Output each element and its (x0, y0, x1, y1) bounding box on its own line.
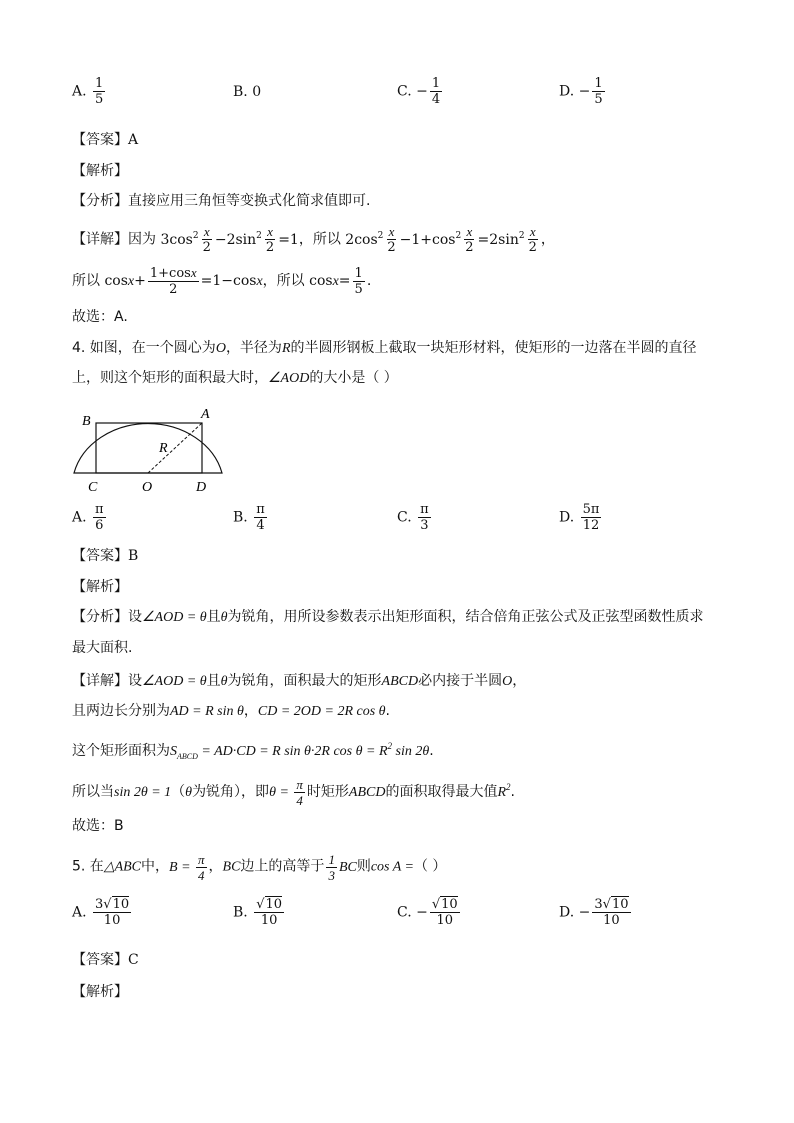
denominator: 6 (95, 518, 104, 533)
q4-detail-line-4 (72, 777, 515, 808)
answer-tag: 【答案】 (72, 132, 128, 148)
math-theta: θ (220, 674, 228, 689)
q3-conclusion: 故选：A. (72, 309, 128, 325)
option-label: A. (72, 509, 87, 526)
text: 5. 在 (72, 858, 104, 875)
option-label: B. (233, 84, 248, 100)
q3-option-d (559, 76, 607, 107)
fraction (254, 502, 267, 533)
math-b-angle: B = $\frac{\pi}{4}$ (169, 852, 205, 883)
q3-option-c (397, 76, 444, 107)
q3-answer-line (72, 130, 138, 150)
q5-jiexi-heading: 【解析】 (72, 984, 128, 1000)
label-a: A (201, 407, 210, 422)
q4-option-a (72, 502, 108, 533)
text: 设 (128, 609, 142, 625)
text: 的半圆形钢板上截取一块矩形材料，使矩形的一边落在半圆的直径 (290, 340, 697, 356)
text: 为锐角），即 (192, 784, 270, 800)
q4-detail-line-2 (72, 701, 390, 722)
numerator: π (420, 502, 429, 517)
text: . (366, 273, 372, 289)
text: 设 (128, 673, 142, 689)
coefficient: 3 (594, 897, 603, 912)
math-theta-value: θ = $\frac{\pi}{4}$ (269, 777, 303, 809)
label-b: B (82, 414, 91, 429)
answer-value: B (128, 548, 139, 564)
text: 的大小是（ ） (309, 370, 398, 386)
option-label: C. (397, 83, 412, 100)
text: 边上的高等于 (240, 858, 325, 875)
math-angle-eq: ∠AOD = θ (142, 674, 207, 689)
option-label: D. (559, 904, 575, 921)
radius-oa (148, 423, 202, 473)
text: 时矩形 (306, 784, 349, 800)
text: 必内接于半圆 (418, 673, 503, 689)
math-area: $S_{ABCD} = AD\cdot CD = R$ sin θ·2R $\cos \theta = R^2$ sin 2θ (170, 741, 430, 761)
option-label: D. (559, 509, 575, 526)
option-label: A. (72, 83, 87, 100)
math-angle-eq: ∠AOD = θ (142, 610, 207, 625)
q4-fenxi-line-1 (72, 607, 704, 628)
text: 且 (206, 673, 221, 689)
q4-fenxi-line-2: 最大面积. (72, 640, 133, 656)
option-label: B. (233, 509, 248, 526)
q4-detail-line-3 (72, 736, 434, 767)
option-label: A. (72, 904, 87, 921)
answer-tag: 【答案】 (72, 952, 128, 968)
math-theta: θ (185, 785, 193, 800)
q3-option-a (72, 76, 107, 107)
math-angle: ∠AOD (268, 371, 310, 386)
math-sin-eq: sin 2θ = 1 (114, 785, 172, 800)
math-var: O (215, 341, 226, 356)
math-r2: $R^2$ (497, 782, 511, 800)
math-cd: CD = 2OD = 2R cos θ (257, 704, 386, 719)
text: ， (208, 858, 223, 875)
text: ， (243, 703, 258, 719)
math-abcd: ABCD (381, 674, 419, 689)
q3-option-b (233, 84, 261, 100)
text: ，所以 (262, 273, 305, 289)
formula-transform: $2\cos^2$ $\frac{x}{2}$ $-1+\cos^2$ $\frac{x}{2}$ $=2\sin^2$ $\frac{x}{2}$ (345, 224, 537, 255)
option-label: C. (397, 904, 412, 921)
text: ， (540, 231, 555, 248)
denominator: 10 (103, 913, 121, 928)
text: . (385, 703, 390, 719)
text: 所以当 (72, 784, 114, 800)
q4-stem-line-1 (72, 338, 697, 359)
q4-stem-line-2 (72, 368, 398, 389)
text: ，所以 (298, 231, 341, 248)
text: 4. 如图，在一个圆心为 (72, 340, 216, 356)
denominator: 5 (95, 92, 104, 107)
q4-option-d (559, 502, 603, 533)
text: （ (171, 784, 186, 800)
semicircle-diagram (70, 404, 230, 496)
denominator: 5 (594, 92, 603, 107)
math-abcd: ABCD (348, 785, 386, 800)
fraction (581, 502, 602, 533)
fenxi-tag: 【分析】 (72, 609, 128, 625)
q4-conclusion: 故选：B (72, 818, 124, 834)
fraction (592, 76, 604, 107)
option-value: 0 (252, 84, 262, 100)
q5-answer-line (72, 950, 139, 970)
q4-answer-line (72, 546, 138, 566)
text: 所以 (72, 273, 100, 289)
q5-option-d (559, 897, 633, 928)
text: 这个矩形面积为 (72, 743, 170, 759)
fraction: $\frac{3√10}{10}$ (594, 897, 629, 928)
formula-identity: $3\cos^2$ $\frac{x}{2}$ $-2\sin^2$ $\frac{x}{2}$ =1 (160, 224, 299, 255)
q5-option-b (233, 897, 286, 928)
denominator: 10 (603, 913, 620, 928)
radicand: 10 (112, 897, 130, 912)
q3-fenxi-line (72, 191, 370, 211)
math-bc: BC (222, 859, 241, 875)
minus-sign: − (416, 83, 428, 100)
denominator: 10 (260, 913, 278, 928)
formula-equation: cosx+ $\frac{1+\cos x}{2}$ =1−cosx (104, 265, 263, 297)
q5-option-c (397, 897, 462, 928)
minus-sign: − (578, 83, 591, 100)
radicand: 10 (265, 897, 283, 912)
denominator: 10 (436, 913, 454, 928)
math-cos-a: cos A = (370, 859, 414, 875)
numerator: 5π (582, 502, 600, 517)
text: 的面积取得最大值 (385, 784, 498, 800)
option-label: B. (233, 904, 248, 921)
minus-sign: − (416, 904, 428, 921)
text: 且 (206, 609, 221, 625)
numerator: 1 (95, 76, 104, 91)
text: 为锐角，用所设参数表示出矩形面积，结合倍角正弦公式及正弦型函数性质求 (227, 609, 704, 625)
text: （ ） (413, 858, 447, 875)
answer-value: C (128, 952, 139, 968)
q4-option-b (233, 502, 269, 533)
numerator: π (256, 502, 265, 517)
fraction (430, 76, 442, 107)
label-d: D (196, 480, 207, 495)
text: . (429, 743, 434, 759)
answer-tag: 【答案】 (72, 548, 128, 564)
answer-value: A (128, 132, 139, 148)
radicand: 10 (611, 897, 629, 912)
math-ad: AD = R sin θ (170, 704, 244, 719)
math-var: R (281, 341, 291, 356)
rectangle-abcd (96, 423, 202, 473)
text: . (510, 784, 515, 800)
fraction: $\frac{√10}{10}$ (431, 897, 458, 928)
text: 因为 (128, 231, 156, 248)
option-label: D. (559, 83, 575, 100)
label-c: C (88, 480, 98, 495)
formula-result: cosx= $\frac{1}{5}$ (309, 265, 363, 297)
q4-detail-line-1 (72, 671, 526, 692)
numerator: 1 (431, 76, 441, 91)
fraction: $\frac{√10}{10}$ (256, 897, 283, 928)
fraction (418, 502, 431, 533)
q3-detail-line-1 (72, 224, 555, 255)
text: 则 (356, 858, 371, 875)
denominator: 3 (420, 518, 429, 533)
radicand: 10 (441, 897, 458, 912)
q4-jiexi-heading: 【解析】 (72, 579, 128, 595)
text: ， (512, 673, 527, 689)
denominator: 4 (431, 92, 441, 107)
minus-sign: − (578, 904, 591, 921)
text: ，半径为 (225, 340, 282, 356)
text: 为锐角，面积最大的矩形 (227, 673, 382, 689)
math-triangle: △ABC (103, 859, 142, 875)
xiangjie-tag: 【详解】 (72, 673, 128, 689)
numerator: 1 (594, 76, 603, 91)
text: 且两边长分别为 (72, 703, 170, 719)
fenxi-tag: 【分析】 (72, 193, 128, 209)
q3-jiexi-heading: 【解析】 (72, 163, 128, 179)
math-theta: θ (220, 610, 228, 625)
q5-option-a (72, 897, 133, 928)
coefficient: 3 (95, 897, 104, 912)
fraction (93, 502, 106, 533)
math-o: O (502, 674, 513, 689)
semicircle-figure (70, 404, 230, 500)
label-r: R (159, 441, 168, 456)
q4-option-c (397, 502, 433, 533)
denominator: 4 (256, 518, 265, 533)
text: 上，则这个矩形的面积最大时， (72, 370, 268, 386)
label-o: O (142, 480, 153, 495)
fraction: $\frac{3√10}{10}$ (95, 897, 130, 928)
q5-stem (72, 852, 446, 883)
text: 中， (141, 858, 170, 875)
option-label: C. (397, 509, 412, 526)
denominator: 12 (582, 518, 600, 533)
q3-detail-line-2 (72, 265, 371, 297)
math-third-bc: $\frac{1}{3}$ BC (328, 852, 357, 883)
xiangjie-tag: 【详解】 (72, 231, 128, 248)
fenxi-text: 直接应用三角恒等变换式化简求值即可. (128, 193, 371, 209)
fraction (93, 76, 105, 107)
numerator: π (95, 502, 104, 517)
